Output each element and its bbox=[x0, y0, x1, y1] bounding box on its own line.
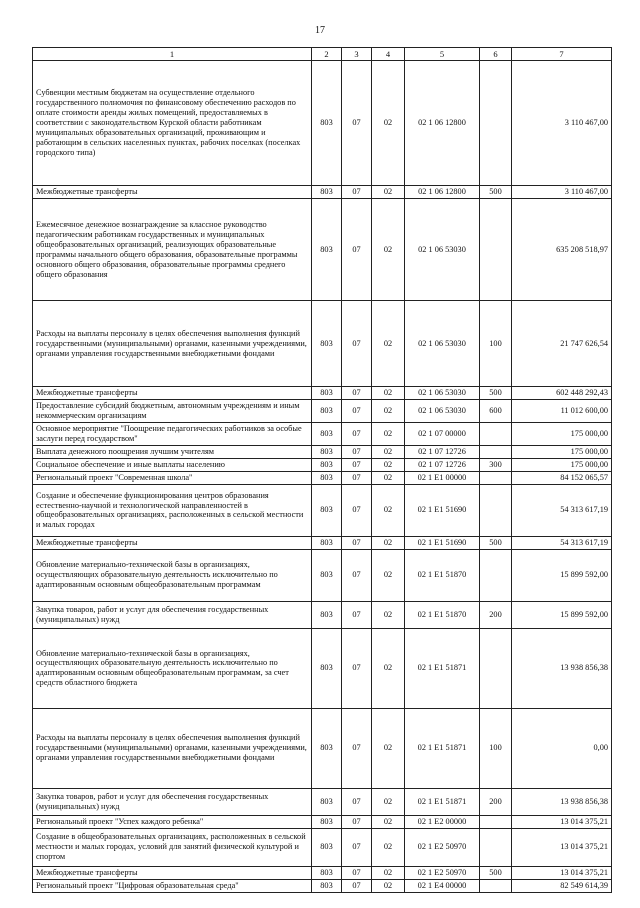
row-code-target: 02 1 07 00000 bbox=[405, 423, 480, 446]
row-amount: 21 747 626,54 bbox=[512, 301, 612, 387]
row-amount: 54 313 617,19 bbox=[512, 536, 612, 549]
row-code-section: 07 bbox=[342, 423, 372, 446]
row-code-target: 02 1 E1 51871 bbox=[405, 788, 480, 815]
row-description: Межбюджетные трансферты bbox=[33, 186, 312, 199]
row-description: Обновление материально-технической базы в организациях, осуществляющих образовательную деятельность исключительно по адаптированным основным общеобразовательным программам bbox=[33, 549, 312, 601]
table-row bbox=[33, 472, 612, 485]
row-code-expense-type: 100 bbox=[480, 708, 512, 788]
table-header-row bbox=[33, 48, 612, 61]
row-code-expense-type bbox=[480, 828, 512, 866]
table-row bbox=[33, 301, 612, 387]
row-code-subsection: 02 bbox=[372, 472, 405, 485]
row-code-section: 07 bbox=[342, 61, 372, 186]
row-code-expense-type: 500 bbox=[480, 866, 512, 879]
row-code-administrator: 803 bbox=[312, 199, 342, 301]
row-code-section: 07 bbox=[342, 828, 372, 866]
row-description: Создание и обеспечение функционирования центров образования естественно-научной и технологической направленностей в общеобразовательных организациях, расположенных в сельской местности и малых городах bbox=[33, 484, 312, 536]
table-row bbox=[33, 708, 612, 788]
row-code-target: 02 1 06 53030 bbox=[405, 400, 480, 423]
table-row bbox=[33, 815, 612, 828]
row-code-section: 07 bbox=[342, 301, 372, 387]
row-code-subsection: 02 bbox=[372, 866, 405, 879]
row-code-target: 02 1 06 53030 bbox=[405, 387, 480, 400]
row-code-subsection: 02 bbox=[372, 601, 405, 628]
row-code-administrator: 803 bbox=[312, 301, 342, 387]
table-row bbox=[33, 387, 612, 400]
table-row bbox=[33, 879, 612, 892]
row-description: Региональный проект "Успех каждого ребенка" bbox=[33, 815, 312, 828]
row-code-administrator: 803 bbox=[312, 459, 342, 472]
row-description: Расходы на выплаты персоналу в целях обеспечения выполнения функций государственными (муниципальными) органами, казенными учреждениями, органами управления государственными внебюджетными фондами bbox=[33, 708, 312, 788]
row-amount: 0,00 bbox=[512, 708, 612, 788]
row-code-subsection: 02 bbox=[372, 879, 405, 892]
row-code-expense-type: 300 bbox=[480, 459, 512, 472]
row-code-target: 02 1 06 53030 bbox=[405, 301, 480, 387]
row-code-target: 02 1 06 12800 bbox=[405, 61, 480, 186]
row-code-expense-type: 500 bbox=[480, 186, 512, 199]
row-code-expense-type: 200 bbox=[480, 788, 512, 815]
row-code-expense-type: 100 bbox=[480, 301, 512, 387]
row-amount: 82 549 614,39 bbox=[512, 879, 612, 892]
row-code-expense-type bbox=[480, 484, 512, 536]
row-code-administrator: 803 bbox=[312, 601, 342, 628]
row-code-section: 07 bbox=[342, 446, 372, 459]
row-code-administrator: 803 bbox=[312, 879, 342, 892]
row-code-subsection: 02 bbox=[372, 459, 405, 472]
row-code-subsection: 02 bbox=[372, 828, 405, 866]
table-row bbox=[33, 186, 612, 199]
row-code-target: 02 1 E2 00000 bbox=[405, 815, 480, 828]
row-amount: 13 014 375,21 bbox=[512, 815, 612, 828]
row-description: Расходы на выплаты персоналу в целях обеспечения выполнения функций государственными (муниципальными) органами, казенными учреждениями, органами управления государственными внебюджетными фондами bbox=[33, 301, 312, 387]
row-code-target: 02 1 07 12726 bbox=[405, 459, 480, 472]
row-code-administrator: 803 bbox=[312, 536, 342, 549]
row-code-section: 07 bbox=[342, 536, 372, 549]
row-code-subsection: 02 bbox=[372, 301, 405, 387]
row-code-target: 02 1 E1 51871 bbox=[405, 628, 480, 708]
table-row bbox=[33, 866, 612, 879]
table-row bbox=[33, 484, 612, 536]
row-code-administrator: 803 bbox=[312, 387, 342, 400]
row-code-expense-type: 500 bbox=[480, 387, 512, 400]
table-row bbox=[33, 459, 612, 472]
table-row bbox=[33, 423, 612, 446]
row-description: Социальное обеспечение и иные выплаты населению bbox=[33, 459, 312, 472]
row-amount: 175 000,00 bbox=[512, 423, 612, 446]
row-code-target: 02 1 E1 51871 bbox=[405, 708, 480, 788]
row-code-expense-type bbox=[480, 628, 512, 708]
row-code-target: 02 1 E1 51870 bbox=[405, 601, 480, 628]
row-code-section: 07 bbox=[342, 628, 372, 708]
row-code-administrator: 803 bbox=[312, 446, 342, 459]
row-code-administrator: 803 bbox=[312, 788, 342, 815]
row-code-expense-type: 600 bbox=[480, 400, 512, 423]
row-code-section: 07 bbox=[342, 186, 372, 199]
row-code-expense-type bbox=[480, 199, 512, 301]
row-amount: 11 012 600,00 bbox=[512, 400, 612, 423]
row-code-expense-type: 500 bbox=[480, 536, 512, 549]
row-description: Межбюджетные трансферты bbox=[33, 866, 312, 879]
budget-table bbox=[32, 47, 612, 893]
row-description: Межбюджетные трансферты bbox=[33, 536, 312, 549]
row-code-administrator: 803 bbox=[312, 815, 342, 828]
row-code-section: 07 bbox=[342, 387, 372, 400]
row-code-target: 02 1 06 53030 bbox=[405, 199, 480, 301]
row-description: Основное мероприятие "Поощрение педагогических работников за особые заслуги перед государством" bbox=[33, 423, 312, 446]
table-row bbox=[33, 828, 612, 866]
header-col-6: 6 bbox=[480, 48, 512, 61]
row-code-subsection: 02 bbox=[372, 628, 405, 708]
row-code-expense-type bbox=[480, 472, 512, 485]
header-col-3: 3 bbox=[342, 48, 372, 61]
row-code-target: 02 1 E1 00000 bbox=[405, 472, 480, 485]
table-row bbox=[33, 601, 612, 628]
header-col-5: 5 bbox=[405, 48, 480, 61]
table-row bbox=[33, 400, 612, 423]
row-code-expense-type bbox=[480, 815, 512, 828]
header-col-7: 7 bbox=[512, 48, 612, 61]
row-code-target: 02 1 E1 51870 bbox=[405, 549, 480, 601]
row-code-target: 02 1 06 12800 bbox=[405, 186, 480, 199]
row-code-section: 07 bbox=[342, 472, 372, 485]
row-code-subsection: 02 bbox=[372, 708, 405, 788]
row-description: Создание в общеобразовательных организациях, расположенных в сельской местности и малых городах, условий для занятий физической культурой и спортом bbox=[33, 828, 312, 866]
row-code-expense-type bbox=[480, 446, 512, 459]
row-code-subsection: 02 bbox=[372, 186, 405, 199]
row-code-target: 02 1 E1 51690 bbox=[405, 484, 480, 536]
row-amount: 635 208 518,97 bbox=[512, 199, 612, 301]
row-code-administrator: 803 bbox=[312, 708, 342, 788]
row-code-section: 07 bbox=[342, 879, 372, 892]
row-code-administrator: 803 bbox=[312, 400, 342, 423]
row-description: Закупка товаров, работ и услуг для обеспечения государственных (муниципальных) нужд bbox=[33, 601, 312, 628]
row-code-target: 02 1 E4 00000 bbox=[405, 879, 480, 892]
row-amount: 3 110 467,00 bbox=[512, 186, 612, 199]
row-code-administrator: 803 bbox=[312, 186, 342, 199]
row-code-subsection: 02 bbox=[372, 61, 405, 186]
row-amount: 13 938 856,38 bbox=[512, 628, 612, 708]
row-description: Региональный проект "Современная школа" bbox=[33, 472, 312, 485]
row-code-subsection: 02 bbox=[372, 423, 405, 446]
row-code-target: 02 1 E2 50970 bbox=[405, 866, 480, 879]
row-code-administrator: 803 bbox=[312, 61, 342, 186]
row-description: Субвенции местным бюджетам на осуществление отдельного государственного полномочия по финансовому обеспечению расходов по оплате стоимости аренды жилых помещений, предоставляемых в соответствии с законодательством Курской области работникам муниципальных образовательных организаций, проживающим и работающим в сельских населенных пунктах, рабочих поселках (поселках городского типа) bbox=[33, 61, 312, 186]
row-code-administrator: 803 bbox=[312, 866, 342, 879]
row-code-expense-type bbox=[480, 423, 512, 446]
row-code-administrator: 803 bbox=[312, 472, 342, 485]
row-code-section: 07 bbox=[342, 708, 372, 788]
row-amount: 3 110 467,00 bbox=[512, 61, 612, 186]
table-row bbox=[33, 628, 612, 708]
row-code-subsection: 02 bbox=[372, 788, 405, 815]
row-amount: 13 014 375,21 bbox=[512, 866, 612, 879]
row-amount: 13 014 375,21 bbox=[512, 828, 612, 866]
row-code-administrator: 803 bbox=[312, 423, 342, 446]
row-code-section: 07 bbox=[342, 484, 372, 536]
row-amount: 602 448 292,43 bbox=[512, 387, 612, 400]
row-description: Межбюджетные трансферты bbox=[33, 387, 312, 400]
table-row bbox=[33, 61, 612, 186]
table-row bbox=[33, 446, 612, 459]
row-code-subsection: 02 bbox=[372, 387, 405, 400]
row-code-section: 07 bbox=[342, 199, 372, 301]
row-code-section: 07 bbox=[342, 549, 372, 601]
row-amount: 54 313 617,19 bbox=[512, 484, 612, 536]
row-code-section: 07 bbox=[342, 400, 372, 423]
row-code-section: 07 bbox=[342, 459, 372, 472]
row-amount: 15 899 592,00 bbox=[512, 601, 612, 628]
header-col-2: 2 bbox=[312, 48, 342, 61]
table-row bbox=[33, 788, 612, 815]
row-code-subsection: 02 bbox=[372, 400, 405, 423]
row-description: Обновление материально-технической базы в организациях, осуществляющих образовательную деятельность исключительно по адаптированным основным общеобразовательным программам, за счет средств областного бюджета bbox=[33, 628, 312, 708]
row-code-target: 02 1 E1 51690 bbox=[405, 536, 480, 549]
table-row bbox=[33, 199, 612, 301]
row-amount: 84 152 065,57 bbox=[512, 472, 612, 485]
row-code-section: 07 bbox=[342, 788, 372, 815]
row-description: Предоставление субсидий бюджетным, автономным учреждениям и иным некоммерческим организациям bbox=[33, 400, 312, 423]
row-code-section: 07 bbox=[342, 815, 372, 828]
row-code-administrator: 803 bbox=[312, 484, 342, 536]
row-code-administrator: 803 bbox=[312, 628, 342, 708]
row-description: Закупка товаров, работ и услуг для обеспечения государственных (муниципальных) нужд bbox=[33, 788, 312, 815]
row-amount: 15 899 592,00 bbox=[512, 549, 612, 601]
row-code-target: 02 1 E2 50970 bbox=[405, 828, 480, 866]
row-code-target: 02 1 07 12726 bbox=[405, 446, 480, 459]
row-description: Ежемесячное денежное вознаграждение за классное руководство педагогическим работникам государственных и муниципальных общеобразовательных организаций, реализующих образовательные программы начального общего образования, образовательные программы основного общего образования, образовательные программы среднего общего образования bbox=[33, 199, 312, 301]
page-number: 17 bbox=[315, 25, 325, 36]
row-code-expense-type bbox=[480, 879, 512, 892]
row-code-subsection: 02 bbox=[372, 199, 405, 301]
row-code-expense-type: 200 bbox=[480, 601, 512, 628]
row-code-section: 07 bbox=[342, 601, 372, 628]
row-code-subsection: 02 bbox=[372, 446, 405, 459]
row-code-section: 07 bbox=[342, 866, 372, 879]
table-row bbox=[33, 549, 612, 601]
row-code-subsection: 02 bbox=[372, 549, 405, 601]
row-code-expense-type bbox=[480, 61, 512, 186]
row-amount: 175 000,00 bbox=[512, 446, 612, 459]
row-description: Выплата денежного поощрения лучшим учителям bbox=[33, 446, 312, 459]
row-code-administrator: 803 bbox=[312, 549, 342, 601]
header-col-1: 1 bbox=[33, 48, 312, 61]
row-amount: 175 000,00 bbox=[512, 459, 612, 472]
header-col-4: 4 bbox=[372, 48, 405, 61]
row-amount: 13 938 856,38 bbox=[512, 788, 612, 815]
row-code-subsection: 02 bbox=[372, 815, 405, 828]
row-code-administrator: 803 bbox=[312, 828, 342, 866]
row-code-expense-type bbox=[480, 549, 512, 601]
row-code-subsection: 02 bbox=[372, 536, 405, 549]
row-code-subsection: 02 bbox=[372, 484, 405, 536]
table-row bbox=[33, 536, 612, 549]
row-description: Региональный проект "Цифровая образовательная среда" bbox=[33, 879, 312, 892]
